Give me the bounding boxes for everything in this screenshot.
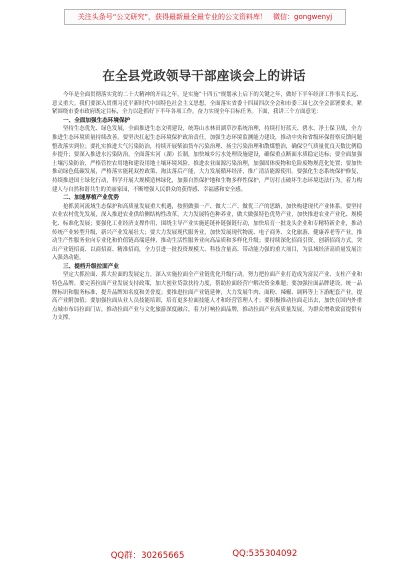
body-paragraph-2: 抢抓黄河流域生态保护和高质量发展重大机遇，按照做强一产、做大二产、做优三产的思路，加快构建现代产业体系。要坚持农业农村优先发展，深入推进农业供给侧结构性改革，大力发展特色种养业，做大做强特色优势产业，加快推进农业产业化、规模化、标准化发展；要强化工业经济支撑作用，围绕主导产业实施延链补链强链行动，加快培育一批龙头企业和专精特新企业，推动传统产业转型升级、新兴产业发展壮大；要大力发展现代服务业，加快发展现代物流、电子商务、文化旅游、健康养老等产业，推动生产性服务业向专业化和价值链高端延伸，推动生活性服务业向高品质和多样化升级；要持续深化招商引资，创新招商方式，突出产业链招商、以商招商、精准招商，全力引进一批投资规模大、科技含量高、带动能力强的重大项目，为县域经济高质量发展注入强劲动能。	[52, 203, 362, 262]
document-body	[52, 91, 362, 541]
body-paragraph-1: 坚持生态优先、绿色发展，全面推进生态文明建设，统筹山水林田湖草沙系统治理，持续打好蓝天、碧水、净土保卫战，全力推进生态环境质量持续改善。要坚决扛起生态环境保护政治责任，加强生态环境监测能力建设，推动中央和省级环保督察反馈问题整改落实到位；要扎实推进大气污染防治，持续开展柴油货车污染治理、扬尘污染治理和散煤整治，确保空气质量优良天数比例稳步提升；要深入推进水污染防治，全面落实河（湖）长制，加快城乡污水处理设施建设，确保重点断面水质稳定达标；要全面加强土壤污染防治，严格管控农用地和建设用地土壤环境风险，推进农业面源污染治理，加强固体废物和危险废物规范化处置；要加快推动绿色低碳发展，严格落实能耗双控政策，淘汰落后产能，大力发展循环经济，推广清洁能源使用。要强化生态系统保护修复，持续推进国土绿化行动，科学开展大规模造林绿化，加强自然保护地和生物多样性保护，严厉打击破坏生态环境违法行为，着力构建人与自然和谐共生的美丽家园，不断增强人民群众的获得感、幸福感和安全感。	[52, 126, 362, 193]
body-paragraph-3: 坚定大抓拉面、抓大拉面的发展定力，深入实施拉面全产业链优化升级行动。努力把拉面产业打造成为富民产业、支柱产业和特色品牌。要完善拉面产业发展支持政策，加大创业贷款扶持力度，帮助拉面经营户解决资金难题；要加强拉面品牌建设，统一品牌标识和服务标准，提升品牌知名度和美誉度；要推进拉面产业链延伸，大力发展牛肉、面粉、辣椒、调料等上下游配套产业，提高产业附加值；要加强拉面从业人员技能培训，培育更多拉面技能人才和经营管理人才；要积极推动拉面走出去，加快在国内外重点城市布局拉面门店，推动拉面产业与文化旅游深度融合，着力打响拉面品牌，推动拉面产业高质量发展，为群众增收致富提供有力支撑。	[52, 272, 362, 322]
promo-banner-text: 关注头条号“公文研究”，获得最新最全最专业的公文资料库！	[77, 13, 268, 21]
wechat-id-text: 微信：gongwenyj	[273, 13, 333, 21]
qq-group-text: QQ群：30265665	[110, 551, 185, 561]
body-paragraph-intro: 今年是全面贯彻落实党的二十大精神的开局之年，是实施“十四五”规划承上启下的关键之年，做好下半年经济工作事关长远、意义重大。我们要深入贯彻习近平新时代中国特色社会主义思想，全面落实省委十四届四次全会和市委三届七次全会部署要求，紧紧围绕市委市政府既定目标，全力以赴抓好下半年各项工作，奋力实现全年目标任务。下面，我讲三个方面意见：	[52, 92, 362, 116]
section-heading-2: 二、加速厚植产业优势	[63, 195, 119, 202]
promo-banner	[64, 9, 346, 25]
contact-footer	[0, 549, 408, 561]
qq-number-text: QQ:535304092	[232, 549, 298, 559]
document-title: 在全县党政领导干部座谈会上的讲话	[102, 68, 306, 83]
section-heading-1: 一、全面加强生态环境保护	[63, 117, 131, 124]
section-heading-3: 三、提档升级拉面产业	[63, 263, 119, 270]
